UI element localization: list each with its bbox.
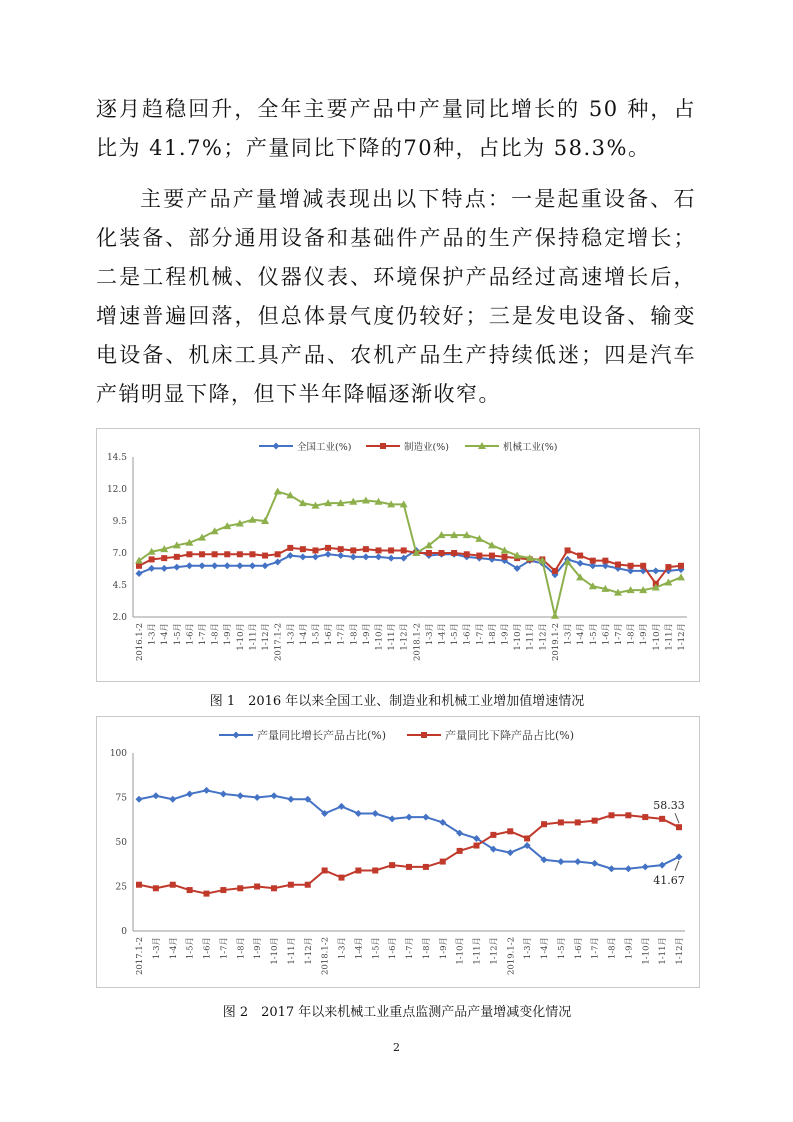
data-point bbox=[590, 558, 596, 564]
data-point bbox=[592, 818, 598, 824]
x-tick-label: 1-11月 bbox=[525, 623, 536, 651]
x-tick-label: 1-3月 bbox=[337, 937, 348, 960]
data-point bbox=[170, 882, 176, 888]
data-point bbox=[676, 853, 683, 860]
y-tick-label: 9.5 bbox=[112, 517, 127, 527]
data-point bbox=[300, 546, 306, 552]
data-point bbox=[136, 882, 142, 888]
legend-label: 机械工业(%) bbox=[503, 442, 558, 453]
x-tick-label: 1-5月 bbox=[311, 623, 322, 646]
data-point bbox=[287, 796, 294, 803]
x-tick-label: 1-12月 bbox=[303, 937, 314, 965]
data-point bbox=[186, 562, 193, 569]
data-point bbox=[363, 546, 369, 552]
data-point bbox=[375, 553, 382, 560]
data-point bbox=[305, 882, 311, 888]
data-point bbox=[676, 824, 682, 830]
x-tick-label: 1-7月 bbox=[219, 937, 230, 960]
x-tick-label: 1-4月 bbox=[160, 623, 171, 646]
data-point bbox=[186, 790, 193, 797]
x-tick-label: 1-12月 bbox=[675, 937, 685, 965]
data-point bbox=[577, 553, 583, 559]
data-point bbox=[678, 563, 684, 569]
x-tick-label: 1-8月 bbox=[210, 623, 221, 646]
data-point bbox=[401, 547, 407, 553]
data-point bbox=[591, 860, 598, 867]
data-point bbox=[262, 562, 269, 569]
data-point bbox=[212, 551, 218, 557]
data-point bbox=[609, 812, 615, 818]
x-tick-label: 1-11月 bbox=[658, 937, 669, 965]
figure-2-svg bbox=[97, 717, 699, 987]
data-point bbox=[288, 882, 294, 888]
data-point bbox=[451, 550, 457, 556]
data-point bbox=[640, 563, 646, 569]
y-tick-label: 25 bbox=[115, 882, 127, 893]
y-tick-label: 100 bbox=[109, 749, 127, 759]
x-tick-label: 1-10月 bbox=[235, 623, 246, 651]
x-tick-label: 1-11月 bbox=[387, 623, 398, 651]
x-tick-label: 1-6月 bbox=[324, 623, 335, 646]
data-point bbox=[389, 862, 395, 868]
data-point bbox=[552, 568, 558, 574]
x-tick-label: 1-10月 bbox=[374, 623, 385, 651]
data-point bbox=[237, 885, 243, 891]
data-point bbox=[339, 875, 345, 881]
data-point bbox=[565, 547, 571, 553]
x-tick-label: 1-4月 bbox=[576, 623, 587, 646]
x-tick-label: 1-8月 bbox=[626, 623, 637, 646]
data-point bbox=[287, 545, 293, 551]
data-point bbox=[551, 612, 559, 619]
data-point bbox=[337, 552, 344, 559]
data-point bbox=[254, 794, 261, 801]
data-point bbox=[173, 564, 180, 571]
x-tick-label: 1-6月 bbox=[573, 937, 584, 960]
data-point bbox=[457, 848, 463, 854]
figure-2-caption: 图 2 2017 年以来机械工业重点监测产品产量增减变化情况 bbox=[222, 1005, 572, 1020]
paragraph-1: 逐月趋稳回升，全年主要产品中产量同比增长的 50 种，占比为 41.7%；产量同比下降的70种，占比为 58.3%。 bbox=[96, 97, 696, 160]
data-point bbox=[489, 553, 495, 559]
data-point bbox=[507, 849, 514, 856]
data-point bbox=[524, 835, 530, 841]
data-point bbox=[659, 816, 665, 822]
x-tick-label: 2018.1-2 bbox=[412, 623, 423, 662]
data-point bbox=[628, 563, 634, 569]
y-tick-label: 12.0 bbox=[106, 485, 127, 495]
legend-marker bbox=[233, 732, 240, 739]
data-point bbox=[271, 885, 277, 891]
x-tick-label: 1-4月 bbox=[354, 937, 365, 960]
x-tick-label: 1-12月 bbox=[538, 623, 549, 651]
x-tick-label: 1-10月 bbox=[270, 937, 280, 965]
x-tick-label: 1-3月 bbox=[151, 937, 162, 960]
data-point bbox=[642, 863, 649, 870]
x-tick-label: 1-12月 bbox=[261, 623, 272, 651]
x-tick-label: 1-4月 bbox=[540, 937, 550, 960]
x-tick-label: 1-11月 bbox=[472, 937, 483, 965]
data-point bbox=[174, 554, 180, 560]
data-point bbox=[602, 558, 608, 564]
x-tick-label: 1-11月 bbox=[286, 937, 297, 965]
data-point bbox=[312, 553, 319, 560]
data-point bbox=[199, 551, 205, 557]
data-point bbox=[575, 819, 581, 825]
x-tick-label: 1-5月 bbox=[172, 623, 183, 646]
data-point bbox=[325, 551, 332, 558]
data-point bbox=[665, 564, 671, 570]
data-point bbox=[237, 551, 243, 557]
figure-1-chart bbox=[96, 428, 700, 682]
annotation-pointer bbox=[675, 813, 679, 823]
data-point bbox=[406, 814, 413, 821]
y-tick-label: 50 bbox=[115, 838, 127, 848]
x-tick-label: 1-9月 bbox=[253, 937, 264, 960]
data-point bbox=[136, 563, 142, 569]
x-tick-label: 1-11月 bbox=[664, 623, 675, 651]
data-point bbox=[652, 567, 659, 574]
data-point bbox=[490, 832, 496, 838]
x-tick-label: 1-4月 bbox=[437, 623, 448, 646]
data-point bbox=[464, 551, 470, 557]
x-tick-label: 1-8月 bbox=[421, 937, 432, 960]
x-tick-label: 1-4月 bbox=[298, 623, 309, 646]
x-tick-label: 1-8月 bbox=[236, 937, 247, 960]
figure-1-caption: 图 1 2016 年以来全国工业、制造业和机械工业增加值增速情况 bbox=[209, 694, 585, 709]
data-point bbox=[249, 562, 256, 569]
data-point bbox=[474, 843, 480, 849]
x-tick-label: 1-5月 bbox=[588, 623, 599, 646]
paragraph-2: 主要产品产量增减表现出以下特点：一是起重设备、石化装备、部分通用设备和基础件产品的生产保持稳定增长；二是工程机械、仪器仪表、环境保护产品经过高速增长后，增速普遍回落，但总体景气度仍较好；三是发电设备、输变电设备、机床工具产品、农机产品生产持续低迷；四是汽车产销明显下降，但下半年降幅逐渐收窄。 bbox=[96, 187, 696, 406]
data-point bbox=[355, 810, 362, 817]
data-point bbox=[541, 821, 547, 827]
data-point bbox=[199, 562, 206, 569]
figure-2-chart bbox=[96, 716, 700, 988]
x-tick-label: 1-8月 bbox=[607, 937, 618, 960]
x-tick-label: 1-7月 bbox=[336, 623, 347, 646]
x-tick-label: 1-9月 bbox=[438, 937, 449, 960]
data-point bbox=[422, 814, 429, 821]
data-point bbox=[625, 865, 632, 872]
x-tick-label: 1-10月 bbox=[513, 623, 524, 651]
x-tick-label: 1-3月 bbox=[286, 623, 297, 646]
annotation-label: 58.33 bbox=[653, 799, 685, 813]
x-tick-label: 1-7月 bbox=[613, 623, 624, 646]
x-tick-label: 1-12月 bbox=[489, 937, 500, 965]
x-tick-label: 1-9月 bbox=[361, 623, 372, 646]
x-tick-label: 1-10月 bbox=[651, 623, 662, 651]
annotation-label: 41.67 bbox=[653, 873, 685, 887]
data-point bbox=[615, 562, 621, 568]
data-point bbox=[271, 792, 278, 799]
data-point bbox=[350, 553, 357, 560]
data-point bbox=[440, 859, 446, 865]
x-tick-label: 1-7月 bbox=[198, 623, 209, 646]
data-point bbox=[275, 551, 281, 557]
x-tick-label: 2017.1-2 bbox=[135, 937, 145, 976]
data-point bbox=[338, 803, 345, 810]
x-tick-label: 1-9月 bbox=[500, 623, 511, 646]
x-tick-label: 1-3月 bbox=[147, 623, 158, 646]
x-tick-label: 1-7月 bbox=[590, 937, 601, 960]
legend-marker bbox=[380, 443, 386, 449]
x-tick-label: 1-10月 bbox=[455, 937, 466, 965]
y-tick-label: 14.5 bbox=[106, 453, 127, 463]
x-tick-label: 1-5月 bbox=[450, 623, 461, 646]
x-tick-label: 1-5月 bbox=[556, 937, 567, 960]
x-tick-label: 1-10月 bbox=[641, 937, 652, 965]
data-point bbox=[299, 499, 307, 506]
y-tick-label: 0 bbox=[121, 927, 127, 937]
data-point bbox=[161, 565, 168, 572]
data-point bbox=[204, 891, 210, 897]
data-point bbox=[148, 565, 155, 572]
x-tick-label: 1-6月 bbox=[185, 623, 196, 646]
series-line bbox=[139, 790, 679, 868]
x-tick-label: 1-7月 bbox=[475, 623, 486, 646]
y-tick-label: 2.0 bbox=[112, 613, 127, 623]
x-tick-label: 1-8月 bbox=[349, 623, 360, 646]
data-point bbox=[322, 867, 328, 873]
x-tick-label: 1-5月 bbox=[371, 937, 382, 960]
x-tick-label: 1-8月 bbox=[487, 623, 498, 646]
data-point bbox=[274, 488, 282, 495]
figure-1-svg bbox=[97, 429, 699, 681]
data-point bbox=[388, 555, 395, 562]
page-number: 2 bbox=[393, 1041, 400, 1054]
legend-label: 全国工业(%) bbox=[297, 442, 352, 453]
data-point bbox=[161, 555, 167, 561]
data-point bbox=[203, 787, 210, 794]
data-point bbox=[220, 887, 226, 893]
data-point bbox=[625, 812, 631, 818]
x-tick-label: 1-9月 bbox=[624, 937, 635, 960]
x-tick-label: 1-3月 bbox=[523, 937, 534, 960]
x-tick-label: 1-9月 bbox=[639, 623, 650, 646]
data-point bbox=[220, 790, 227, 797]
data-point bbox=[362, 553, 369, 560]
data-point bbox=[350, 547, 356, 553]
data-point bbox=[502, 554, 508, 560]
data-point bbox=[577, 560, 584, 567]
series-line bbox=[139, 815, 679, 893]
data-point bbox=[153, 885, 159, 891]
data-point bbox=[152, 792, 159, 799]
legend-label: 制造业(%) bbox=[404, 442, 449, 453]
x-tick-label: 1-12月 bbox=[399, 623, 410, 651]
data-point bbox=[372, 810, 379, 817]
data-point bbox=[136, 570, 143, 577]
x-tick-label: 2019.1-2 bbox=[550, 623, 561, 662]
data-point bbox=[325, 545, 331, 551]
data-point bbox=[372, 867, 378, 873]
data-point bbox=[406, 864, 412, 870]
data-point bbox=[249, 551, 255, 557]
legend-label: 产量同比增长产品占比(%) bbox=[257, 729, 387, 742]
x-tick-label: 1-3月 bbox=[424, 623, 435, 646]
data-point bbox=[211, 562, 218, 569]
x-tick-label: 1-6月 bbox=[601, 623, 612, 646]
data-point bbox=[224, 562, 231, 569]
x-tick-label: 1-6月 bbox=[388, 937, 399, 960]
x-tick-label: 1-3月 bbox=[563, 623, 574, 646]
x-tick-label: 2017.1-2 bbox=[273, 623, 284, 662]
data-point bbox=[642, 814, 648, 820]
data-point bbox=[169, 796, 176, 803]
data-point bbox=[149, 556, 155, 562]
x-tick-label: 2018.1-2 bbox=[320, 937, 331, 976]
x-tick-label: 1-12月 bbox=[677, 623, 687, 651]
data-point bbox=[426, 550, 432, 556]
data-point bbox=[287, 552, 294, 559]
y-tick-label: 75 bbox=[115, 793, 127, 804]
data-point bbox=[375, 547, 381, 553]
data-point bbox=[187, 887, 193, 893]
data-point bbox=[608, 865, 615, 872]
data-point bbox=[186, 551, 192, 557]
x-tick-label: 1-5月 bbox=[185, 937, 196, 960]
data-point bbox=[355, 867, 361, 873]
x-tick-label: 2016.1-2 bbox=[135, 623, 145, 662]
data-point bbox=[338, 546, 344, 552]
data-point bbox=[476, 553, 482, 559]
y-tick-label: 4.5 bbox=[112, 581, 127, 591]
data-point bbox=[388, 547, 394, 553]
data-point bbox=[389, 815, 396, 822]
data-point bbox=[254, 884, 260, 890]
legend-marker bbox=[273, 443, 280, 450]
data-point bbox=[558, 819, 564, 825]
data-point bbox=[236, 562, 243, 569]
data-point bbox=[237, 792, 244, 799]
annotation-pointer bbox=[675, 861, 679, 871]
x-tick-label: 1-6月 bbox=[202, 937, 213, 960]
x-tick-label: 1-4月 bbox=[168, 937, 179, 960]
legend-marker bbox=[421, 732, 427, 738]
data-point bbox=[423, 864, 429, 870]
data-point bbox=[262, 553, 268, 559]
data-point bbox=[659, 862, 666, 869]
y-tick-label: 7.0 bbox=[112, 549, 127, 559]
x-tick-label: 1-6月 bbox=[462, 623, 473, 646]
data-point bbox=[574, 858, 581, 865]
x-tick-label: 1-7月 bbox=[405, 937, 415, 960]
data-point bbox=[557, 858, 564, 865]
data-point bbox=[439, 550, 445, 556]
x-tick-label: 1-11月 bbox=[248, 623, 259, 651]
data-point bbox=[274, 558, 281, 565]
legend-label: 产量同比下降产品占比(%) bbox=[445, 729, 575, 742]
data-point bbox=[677, 573, 685, 580]
data-point bbox=[224, 551, 230, 557]
data-point bbox=[136, 796, 143, 803]
data-point bbox=[507, 828, 513, 834]
data-point bbox=[312, 547, 318, 553]
data-point bbox=[299, 553, 306, 560]
x-tick-label: 1-9月 bbox=[223, 623, 234, 646]
x-tick-label: 2019.1-2 bbox=[506, 937, 517, 976]
